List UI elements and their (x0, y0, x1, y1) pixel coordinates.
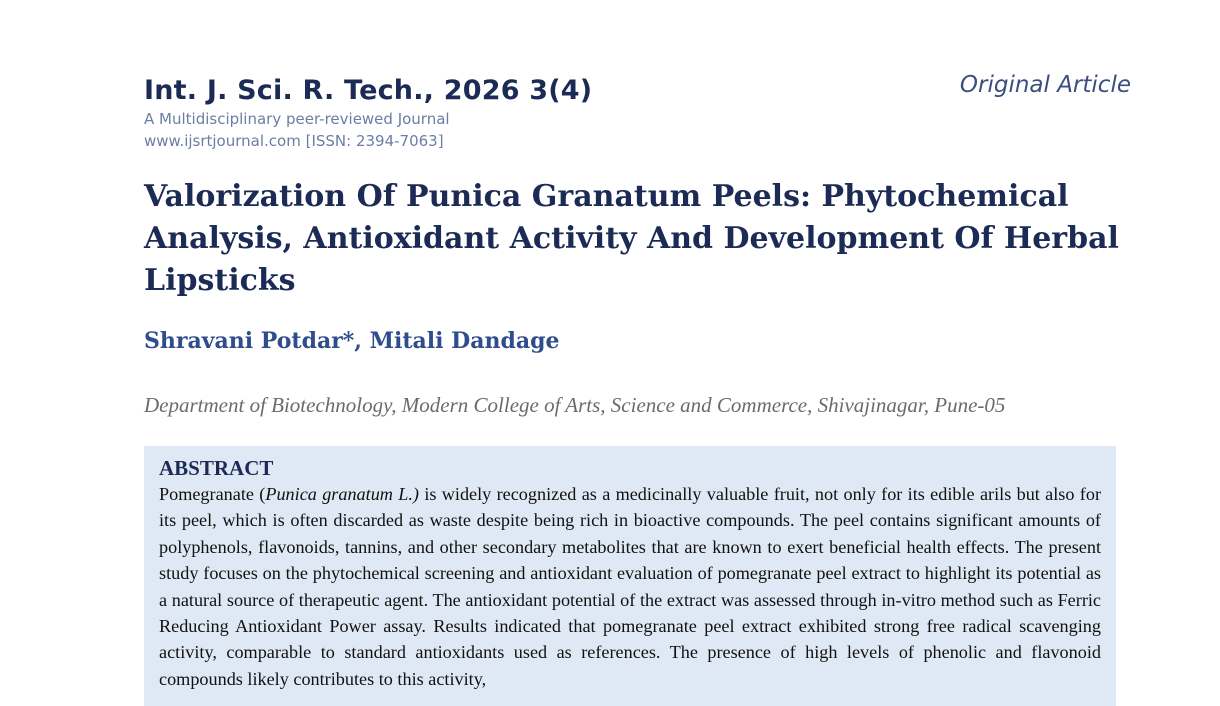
journal-header (144, 74, 592, 152)
abstract-text-start: Pomegranate ( (159, 484, 266, 504)
abstract-text-rest: is widely recognized as a medicinally valuable fruit, not only for its edible arils but also for its peel, which is often discarded as waste despite being rich in bioactive compounds. The peel contains significant amounts of polyphenols, flavonoids, tannins, and other secondary metabolites that are known to exert beneficial health effects. The present study focuses on the phytochemical screening and antioxidant evaluation of pomegranate peel extract to highlight its potential as a natural source of therapeutic agent. The antioxidant potential of the extract was assessed through in-vitro method such as Ferric Reducing Antioxidant Power assay. Results indicated that pomegranate peel extract exhibited strong free radical scavenging activity, comparable to standard antioxidants used as references. The presence of high levels of phenolic and flavonoid compounds likely contributes to this activity, (159, 484, 1102, 689)
species-name: Punica granatum L.) (265, 484, 419, 504)
abstract-text (159, 481, 1101, 692)
abstract-heading: ABSTRACT (159, 456, 274, 480)
journal-website: www.ijsrtjournal.com [ISSN: 2394-7063] (144, 132, 444, 150)
author-list: Shravani Potdar*, Mitali Dandage (144, 328, 560, 354)
paper-title: Valorization Of Punica Granatum Peels: Phytochemical Analysis, Antioxidant Activity And Development Of Herbal Lipsticks (144, 179, 1119, 298)
article-type-label: Original Article (959, 72, 1131, 98)
affiliation: Department of Biotechnology, Modern College of Arts, Science and Commerce, Shivajinagar, Pune-05 (144, 393, 1006, 417)
journal-subtitle: A Multidisciplinary peer-reviewed Journal (144, 110, 450, 128)
abstract-box (144, 446, 1116, 706)
journal-title: Int. J. Sci. R. Tech., 2026 3(4) (144, 75, 593, 106)
